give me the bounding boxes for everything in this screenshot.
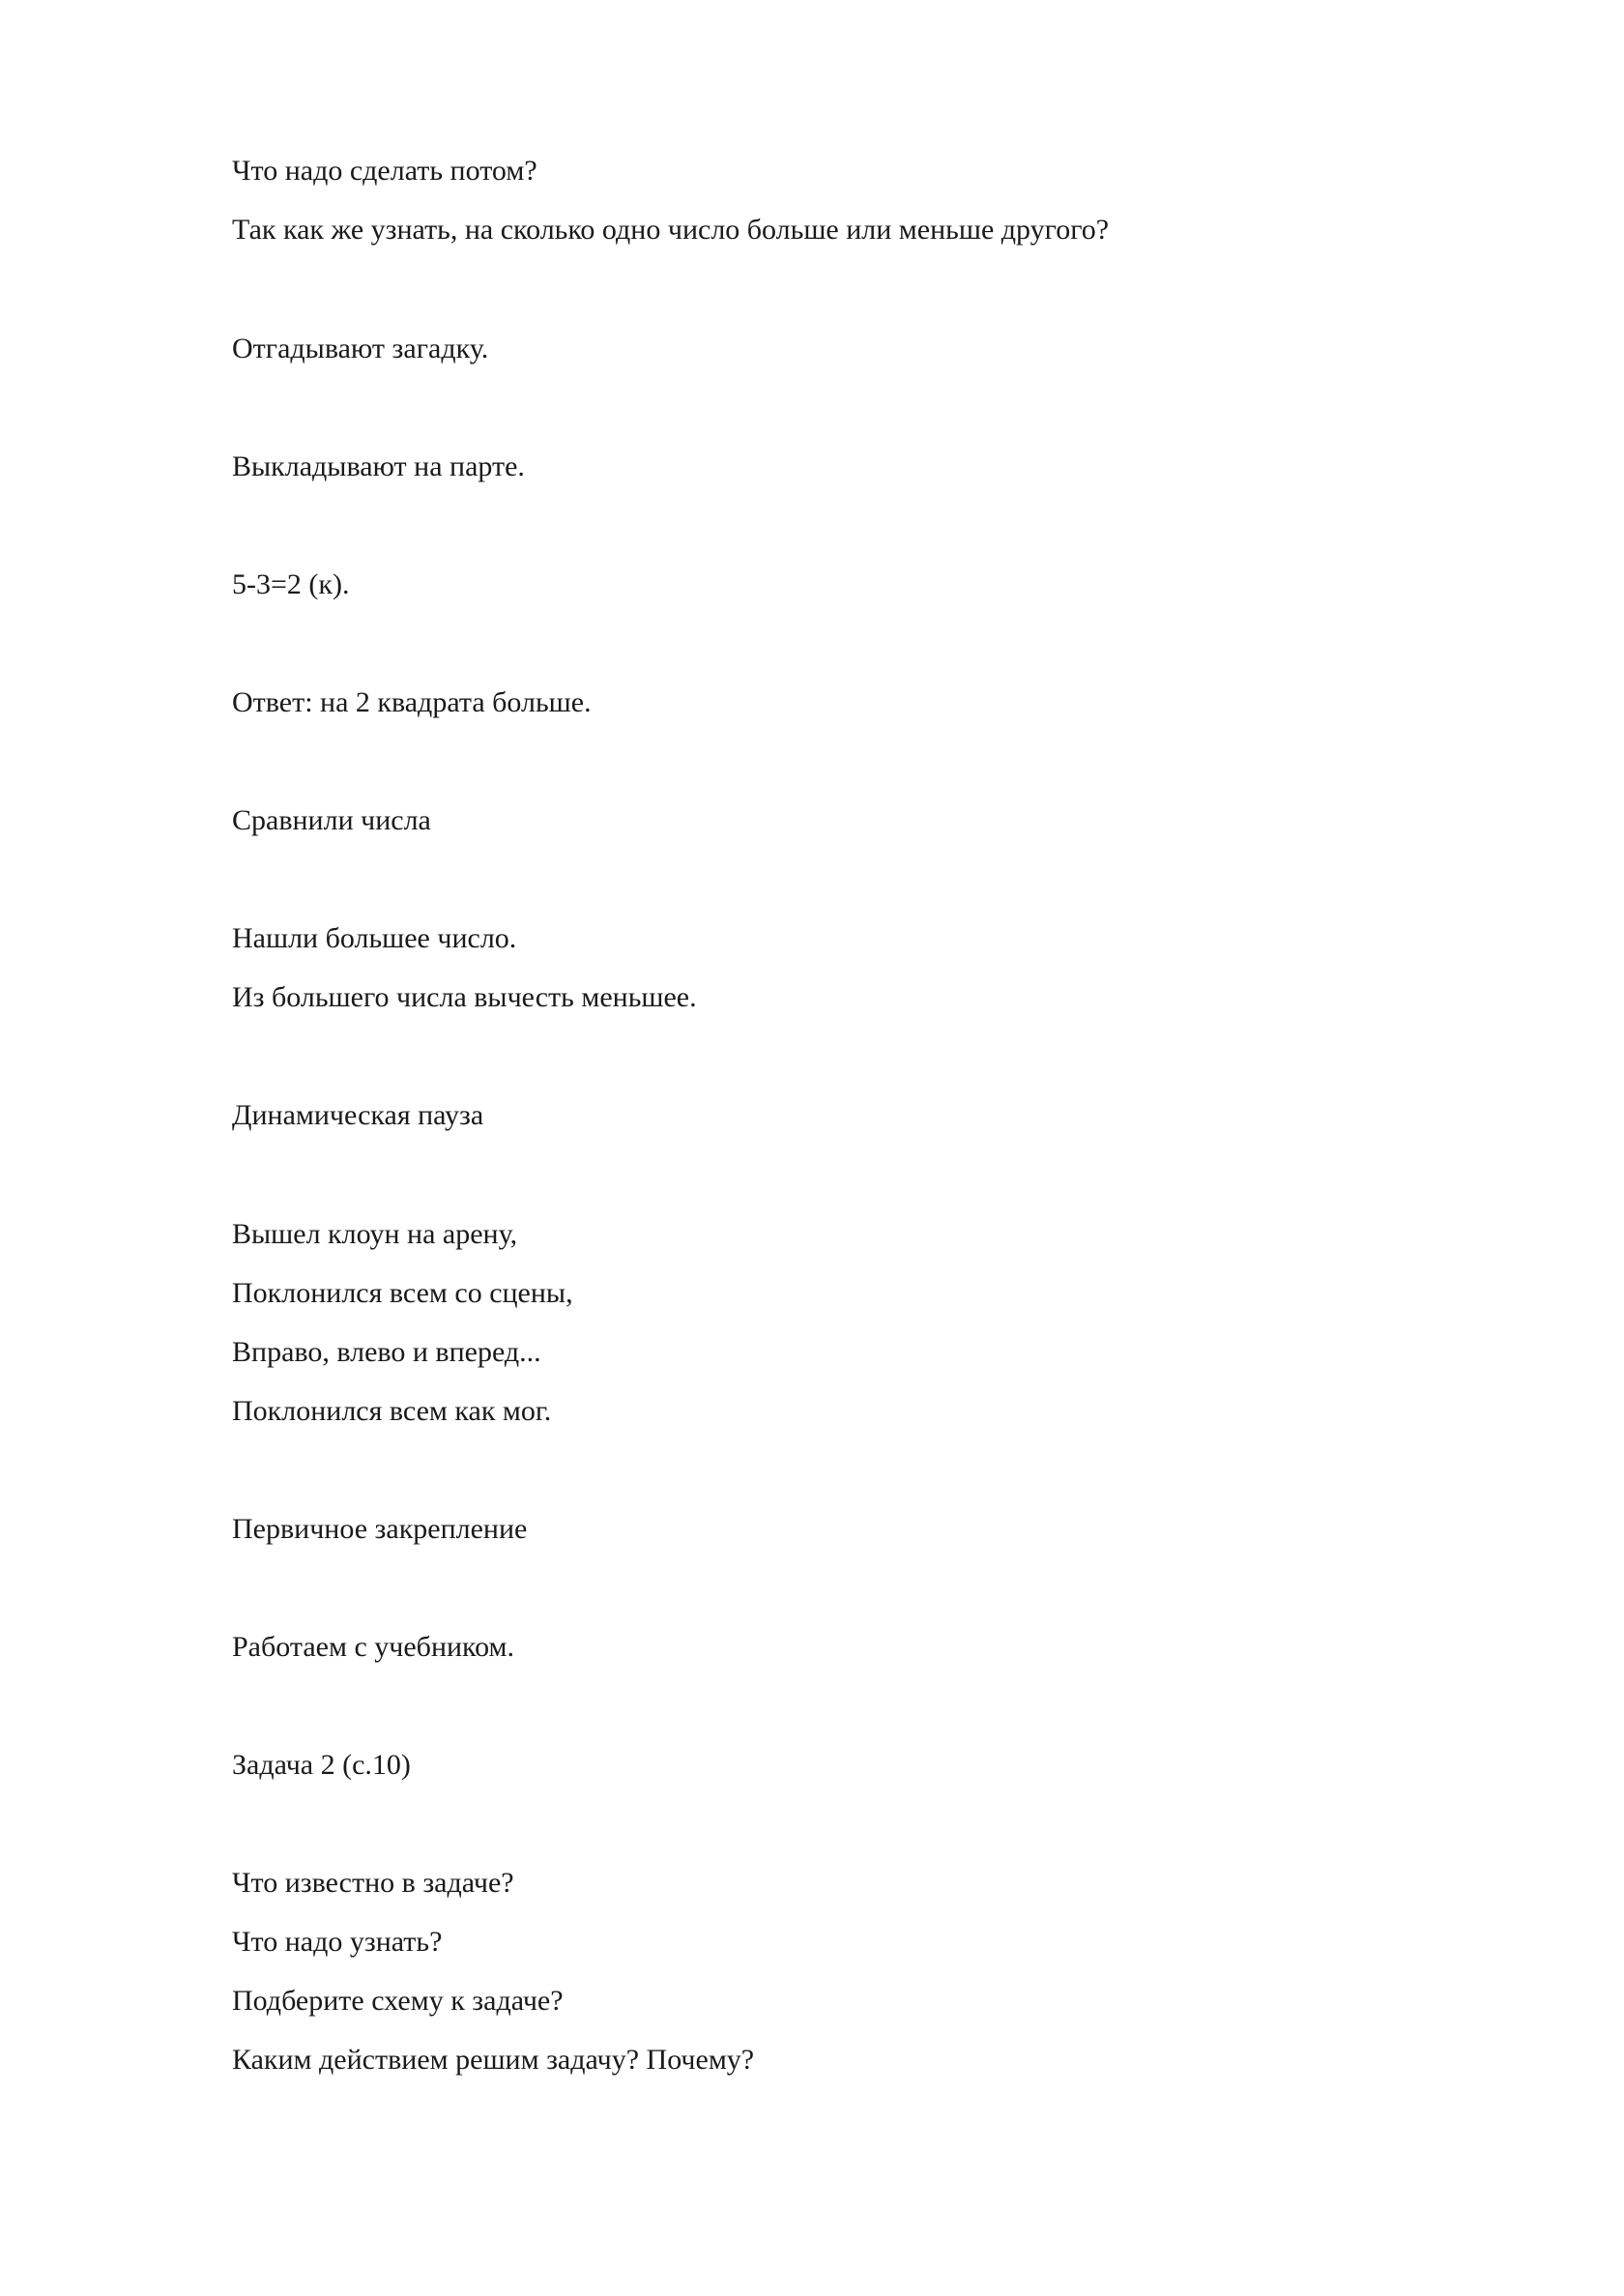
text-line: Так как же узнать, на сколько одно число больше или меньше другого?	[232, 214, 1110, 246]
text-line: 5-3=2 (к).	[232, 568, 350, 600]
text-line: Работаем с учебником.	[232, 1631, 515, 1663]
text-line: Нашли большее число.	[232, 922, 517, 954]
question-line: Каким действием решим задачу? Почему?	[232, 2044, 755, 2076]
section-heading: Сравнили числа	[232, 804, 431, 836]
question-line: Подберите схему к задаче?	[232, 1985, 564, 2017]
text-line: Из большего числа вычесть меньшее.	[232, 981, 697, 1013]
poem-line: Вышел клоун на арену,	[232, 1218, 518, 1250]
poem-line: Вправо, влево и вперед...	[232, 1336, 541, 1368]
task-title: Задача 2 (с.10)	[232, 1749, 411, 1781]
question-line: Что надо узнать?	[232, 1926, 443, 1958]
text-line: Отгадывают загадку.	[232, 333, 489, 364]
question-line: Что известно в задаче?	[232, 1867, 514, 1899]
poem-line: Поклонился всем со сцены,	[232, 1277, 573, 1309]
section-heading: Первичное закрепление	[232, 1513, 528, 1545]
text-line: Ответ: на 2 квадрата больше.	[232, 686, 592, 718]
section-heading: Динамическая пауза	[232, 1099, 484, 1131]
poem-line: Поклонился всем как мог.	[232, 1395, 552, 1427]
text-line: Выкладывают на парте.	[232, 450, 525, 482]
text-line: Что надо сделать потом?	[232, 155, 537, 187]
